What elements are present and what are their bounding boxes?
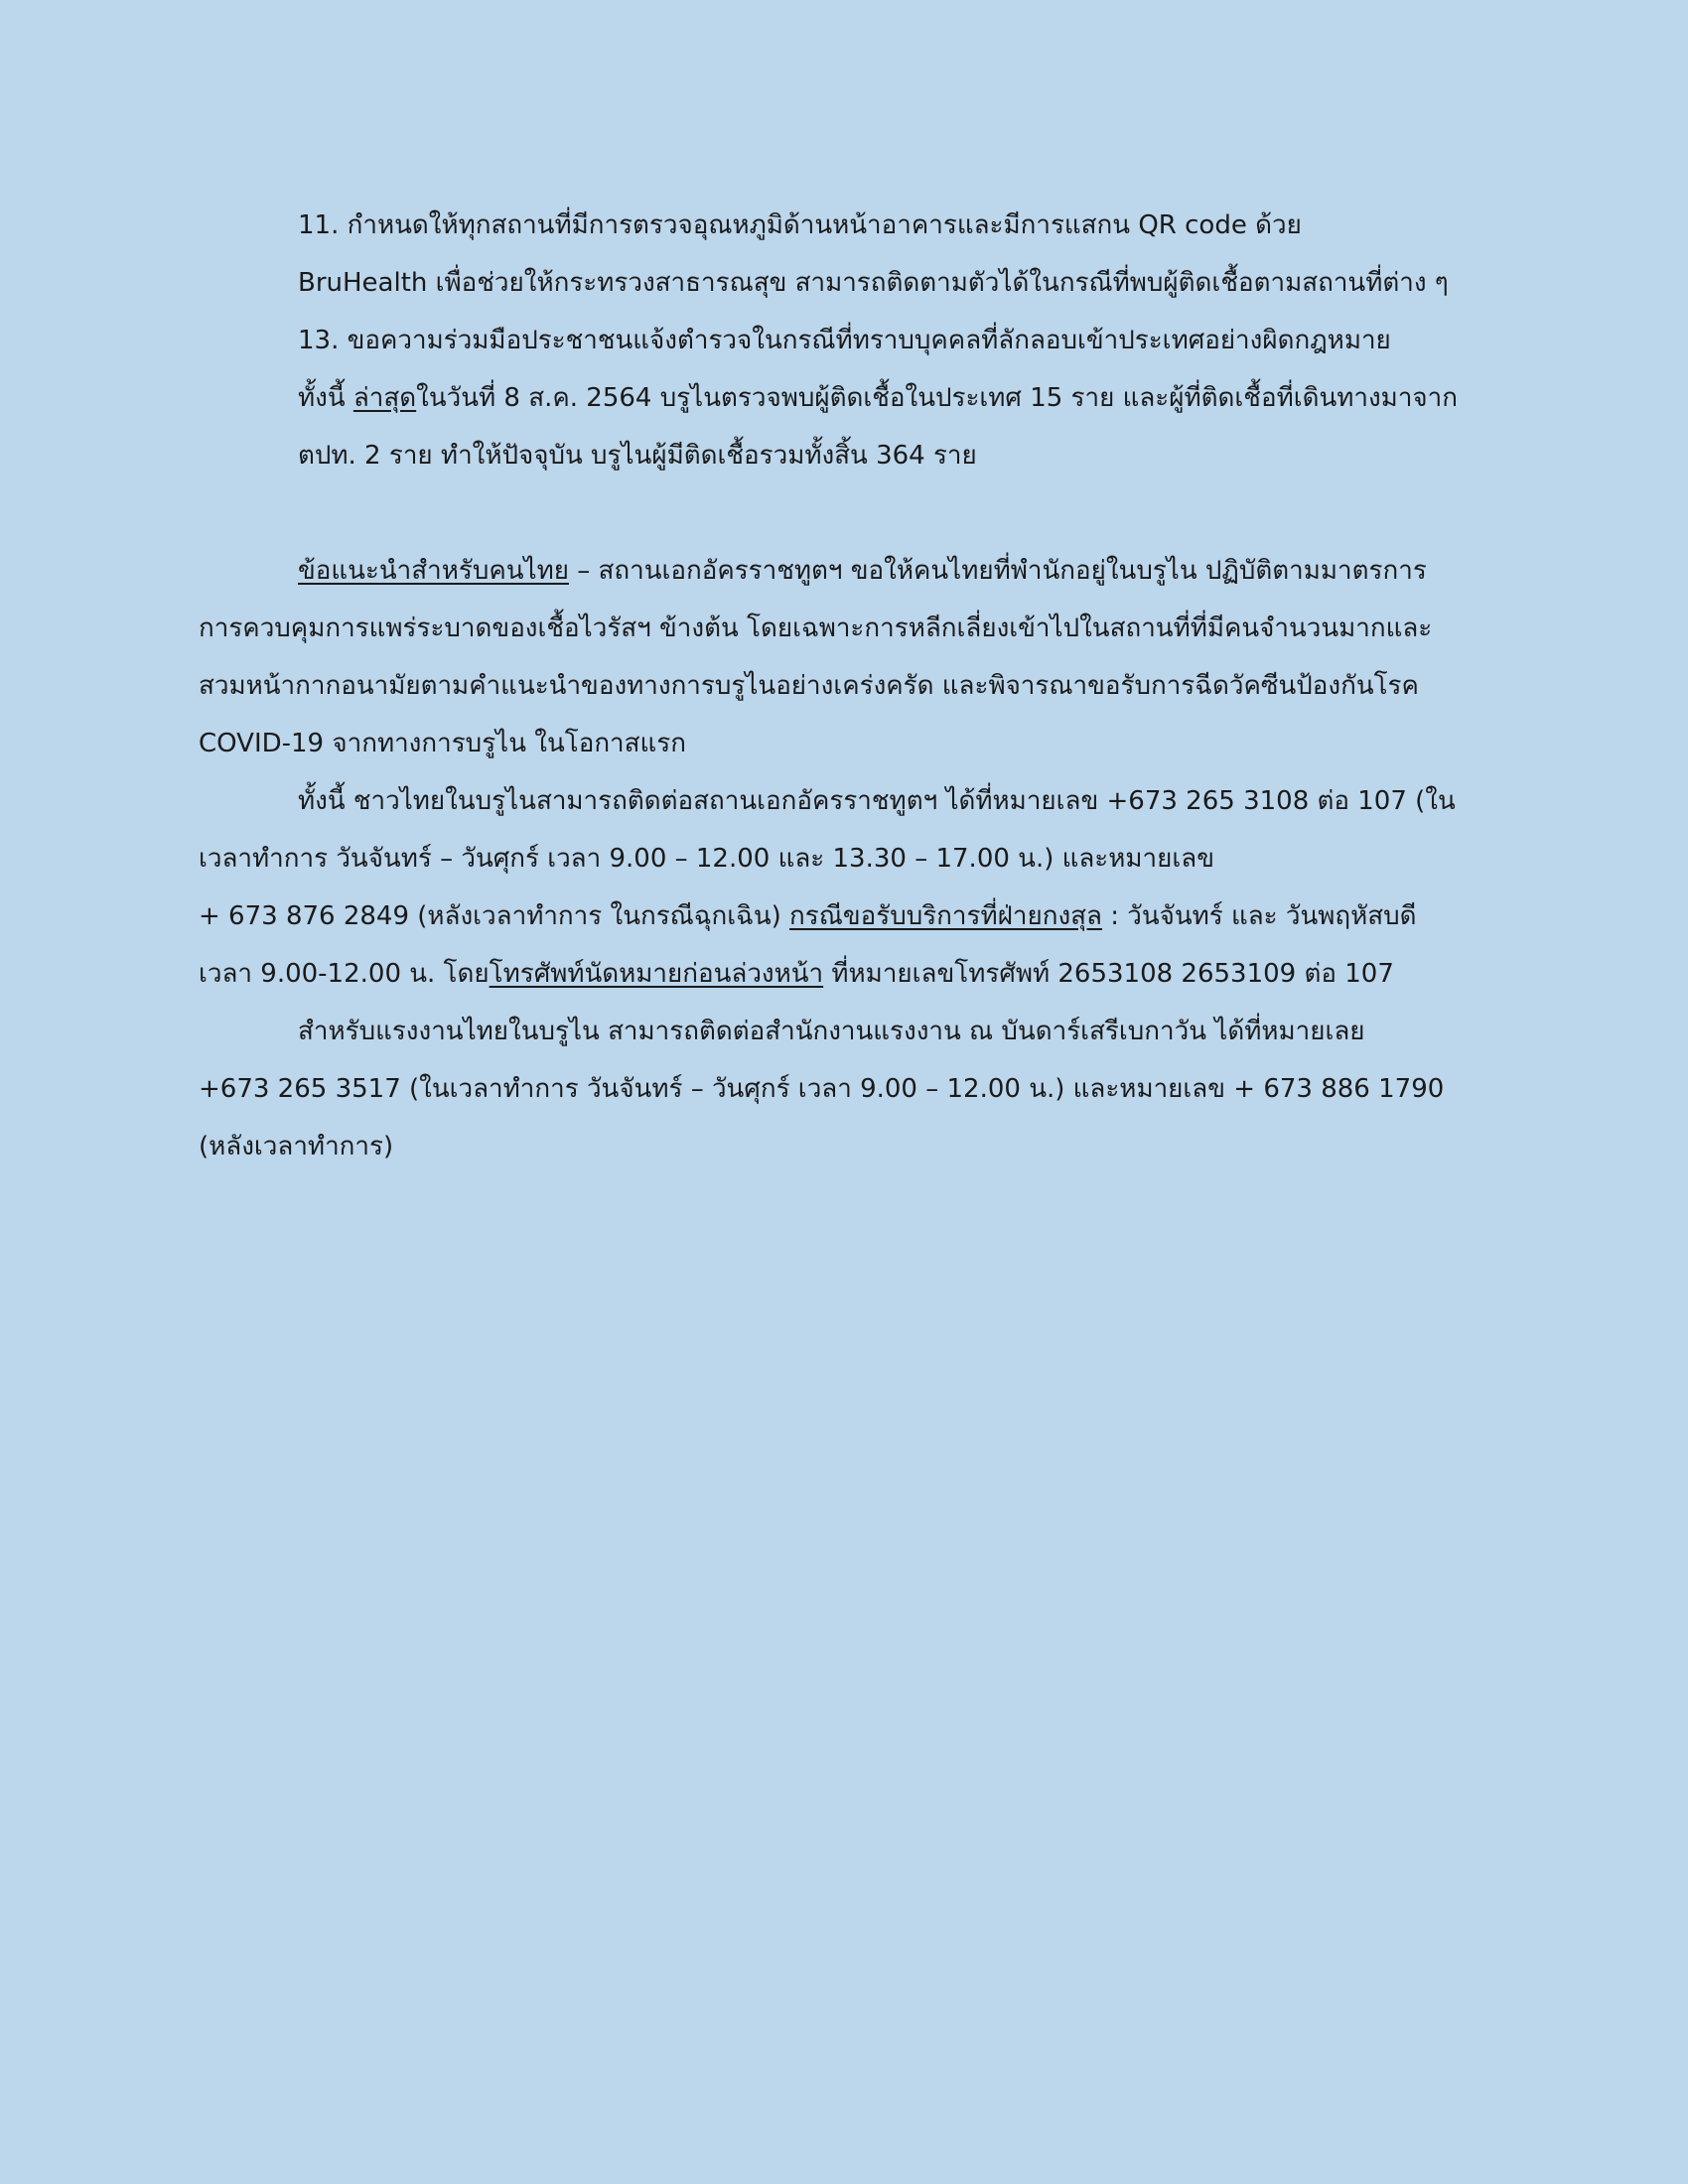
paragraph-line-contact-embassy xyxy=(298,781,1456,821)
line-text-suffix: ที่หมายเลขโทรศัพท์ 2653108 2653109 ต่อ 107 xyxy=(823,959,1394,989)
underlined-consular-service: กรณีขอรับบริการที่ฝ่ายกงสุล xyxy=(789,901,1102,931)
line-text-suffix: ในวันที่ 8 ส.ค. 2564 บรูไนตรวจพบผู้ติดเชื้อในประเทศ 15 ราย และผู้ที่ติดเชื้อที่เดินทางมาจาก xyxy=(416,383,1458,413)
line-text-prefix: เวลา 9.00-12.00 น. โดย xyxy=(199,959,490,989)
line-text-prefix: ทั้งนี้ xyxy=(298,383,353,413)
line-text: ทั้งนี้ ชาวไทยในบรูไนสามารถติดต่อสถานเอกอัครราชทูตฯ ได้ที่หมายเลข +673 265 3108 ต่อ 107 (ใน xyxy=(298,786,1456,816)
line-text: (หลังเวลาทำการ) xyxy=(199,1132,394,1161)
paragraph-line-labour-numbers xyxy=(199,1069,1444,1109)
line-text: การควบคุมการแพร่ระบาดของเชื้อไวรัสฯ ข้างต้น โดยเฉพาะการหลีกเลี่ยงเข้าไปในสถานที่ที่มีคนจำนวนมากและ xyxy=(199,614,1433,643)
line-text: เวลาทำการ วันจันทร์ – วันศุกร์ เวลา 9.00 – 12.00 และ 13.30 – 17.00 น.) และหมายเลข xyxy=(199,844,1214,874)
paragraph-line-appointment xyxy=(199,954,1394,994)
paragraph-line-total-cases xyxy=(298,436,977,476)
paragraph-line-advice-heading xyxy=(298,551,1427,591)
line-text: สวมหน้ากากอนามัยตามคำแนะนำของทางการบรูไนอย่างเคร่งครัด และพิจารณาขอรับการฉีดวัคซีนป้องกันโรค xyxy=(199,671,1419,701)
line-text: COVID-19 จากทางการบรูไน ในโอกาสแรก xyxy=(199,729,686,758)
line-text: 11. กำหนดให้ทุกสถานที่มีการตรวจอุณหภูมิด้านหน้าอาคารและมีการแสกน QR code ด้วย xyxy=(298,210,1302,240)
line-text-suffix: – สถานเอกอัครราชทูตฯ ขอให้คนไทยที่พำนักอยู่ในบรูไน ปฏิบัติตามมาตรการ xyxy=(568,556,1427,586)
paragraph-line-item-13 xyxy=(298,321,1391,360)
line-text-suffix: : วันจันทร์ และ วันพฤหัสบดี xyxy=(1101,901,1417,931)
line-text: 13. ขอความร่วมมือประชาชนแจ้งตำรวจในกรณีที่ทราบบุคคลที่ลักลอบเข้าประเทศอย่างผิดกฎหมาย xyxy=(298,326,1391,355)
paragraph-line-latest-cases xyxy=(298,378,1458,418)
paragraph-line-item-11 xyxy=(298,205,1302,245)
paragraph-line-advice-2 xyxy=(199,609,1432,648)
paragraph-line-advice-3 xyxy=(199,666,1419,706)
underlined-advice-heading: ข้อแนะนำสำหรับคนไทย xyxy=(298,556,569,586)
line-text: ตปท. 2 ราย ทำให้ปัจจุบัน บรูไนผู้มีติดเชื้อรวมทั้งสิ้น 364 ราย xyxy=(298,441,977,471)
underlined-latest: ล่าสุด xyxy=(352,383,417,413)
paragraph-line-office-hours xyxy=(199,839,1214,879)
line-text: +673 265 3517 (ในเวลาทำการ วันจันทร์ – วันศุกร์ เวลา 9.00 – 12.00 น.) และหมายเลข + 673 886 1790 xyxy=(199,1074,1445,1104)
underlined-appointment: โทรศัพท์นัดหมายก่อนล่วงหน้า xyxy=(489,959,824,989)
paragraph-line-after-hours xyxy=(199,1127,393,1166)
paragraph-line-advice-4 xyxy=(199,724,686,763)
line-text: สำหรับแรงงานไทยในบรูไน สามารถติดต่อสำนักงานแรงงาน ณ บันดาร์เสรีเบกาวัน ได้ที่หมายเลย xyxy=(298,1017,1365,1046)
line-text-prefix: + 673 876 2849 (หลังเวลาทำการ ในกรณีฉุกเฉิน) xyxy=(199,901,790,931)
paragraph-line-emergency xyxy=(199,896,1417,936)
line-text: BruHealth เพื่อช่วยให้กระทรวงสาธารณสุข สามารถติดตามตัวได้ในกรณีที่พบผู้ติดเชื้อตามสถานที่ต่าง ๆ xyxy=(298,268,1449,298)
paragraph-line-bruhealth xyxy=(298,263,1449,303)
paragraph-line-labour-office xyxy=(298,1012,1365,1051)
